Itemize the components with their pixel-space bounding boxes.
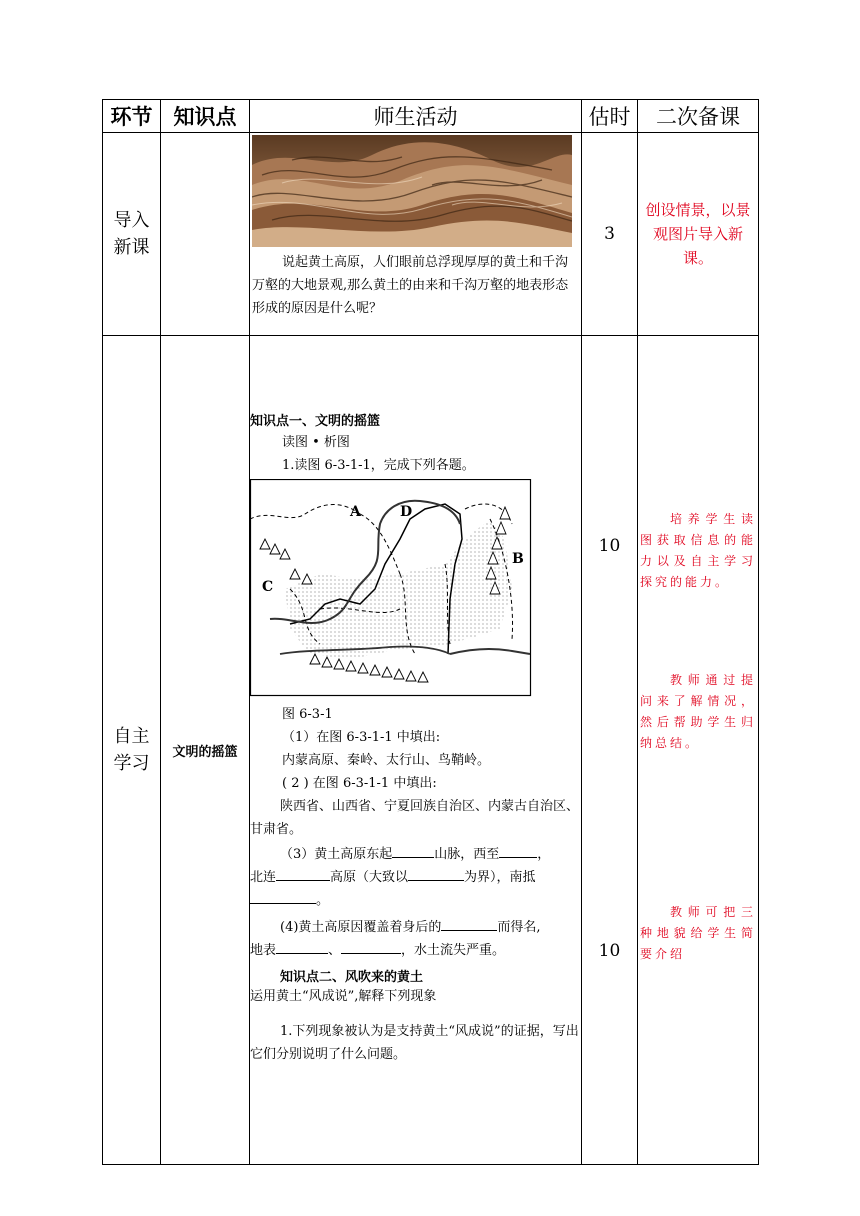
intro-paragraph: 说起黄土高原，人们眼前总浮现厚厚的黄土和千沟万壑的大地景观,那么黄土的由来和千沟万壑的地表形态形成的原因是什么呢？ [252, 255, 569, 316]
q14-text-c: 地表 [250, 943, 277, 958]
question-2: 1.下列现象被认为是支持黄土“风成说”的证据，写出它们分别说明了什么问题。 [250, 1024, 579, 1062]
note-intro-cell [638, 133, 759, 336]
activity-self-study [250, 336, 582, 1165]
subheading-read-map: 读图 • 析图 [282, 435, 350, 450]
blank-8[interactable] [341, 939, 401, 954]
q13-text-c: ， [537, 847, 551, 862]
blank-1[interactable] [392, 843, 434, 858]
figure-caption: 图 6-3-1 [282, 707, 333, 722]
row-self-study [103, 336, 759, 1165]
time-value-1: 10 [598, 536, 621, 556]
blank-3[interactable] [276, 866, 330, 881]
blank-2[interactable] [499, 843, 537, 858]
answer-1-2: 陕西省、山西省、宁夏回族自治区、内蒙古自治区、甘肃省。 [250, 799, 580, 837]
note-intro: 创设情景，以景观图片导入新课。 [645, 201, 751, 267]
map-label-d: D [400, 504, 413, 520]
blank-7[interactable] [276, 939, 328, 954]
section-self-study [103, 336, 161, 1165]
header-time: 估时 [582, 100, 638, 133]
map-label-c: C [262, 579, 274, 595]
q14-text-e: ，水土流失严重。 [401, 943, 506, 958]
q13-text-d: 北连 [250, 870, 277, 885]
q14-text-a: (4)黄土高原因覆盖着身后的 [280, 920, 442, 935]
q13-text-e: 高原（大致以 [330, 870, 409, 885]
q13-text-b: 山脉，西至 [434, 847, 500, 862]
section-intro [103, 133, 161, 336]
question-1-1: （1）在图 6-3-1-1 中填出: [282, 730, 441, 745]
map-label-b: B [512, 551, 524, 567]
row-intro [103, 133, 759, 336]
instruction-wind-theory: 运用黄土“风成说”,解释下列现象 [250, 989, 437, 1004]
time-self-study [582, 336, 638, 1165]
q13-text-f: 为界），南抵 [464, 870, 536, 885]
section-intro-label: 导入新课 [113, 210, 150, 258]
question-1-3 [250, 843, 581, 912]
note-read-map: 培养学生读图获取信息的能力以及自主学习探究的能力。 [640, 512, 756, 589]
q13-text-a: （3）黄土高原东起 [280, 847, 393, 862]
q14-text-b: 而得名, [497, 920, 541, 935]
note-self-study-cell [638, 336, 759, 1165]
header-knowledge-point: 知识点 [161, 100, 250, 133]
heading-knowledge-2: 知识点二、风吹来的黄土 [280, 970, 424, 985]
q14-text-d: 、 [328, 943, 342, 958]
loess-plateau-map [250, 479, 532, 697]
question-1-2: ( 2 ) 在图 6-3-1-1 中填出: [282, 776, 437, 791]
question-1-4 [250, 916, 581, 962]
question-1: 1.读图 6-3-1-1，完成下列各题。 [282, 458, 475, 473]
blank-6[interactable] [441, 916, 497, 931]
header-stage: 环节 [103, 100, 161, 133]
lesson-plan-table [102, 99, 759, 1165]
blank-4[interactable] [408, 866, 464, 881]
section-self-study-label: 自主学习 [113, 726, 150, 774]
header-second-prep: 二次备课 [638, 100, 759, 133]
loess-landscape-photo [252, 135, 572, 247]
header-row [103, 100, 759, 133]
blank-5[interactable] [250, 889, 316, 904]
activity-intro [250, 133, 582, 336]
answer-1-1: 内蒙高原、秦岭、太行山、鸟鞘岭。 [282, 753, 491, 768]
note-question: 教师通过提问来了解情况，然后帮助学生归纳总结。 [640, 673, 756, 750]
note-landforms: 教师可把三种地貌给学生简要介绍 [640, 905, 756, 961]
time-intro: 3 [582, 133, 638, 336]
time-value-2: 10 [598, 941, 621, 961]
knowledge-point-cradle: 文明的摇篮 [161, 336, 250, 1165]
header-activity: 师生活动 [250, 100, 582, 133]
map-label-a: A [350, 504, 361, 520]
knowledge-intro-empty [161, 133, 250, 336]
q13-text-g: 。 [316, 893, 330, 908]
heading-knowledge-1: 知识点一、文明的摇篮 [250, 414, 381, 429]
